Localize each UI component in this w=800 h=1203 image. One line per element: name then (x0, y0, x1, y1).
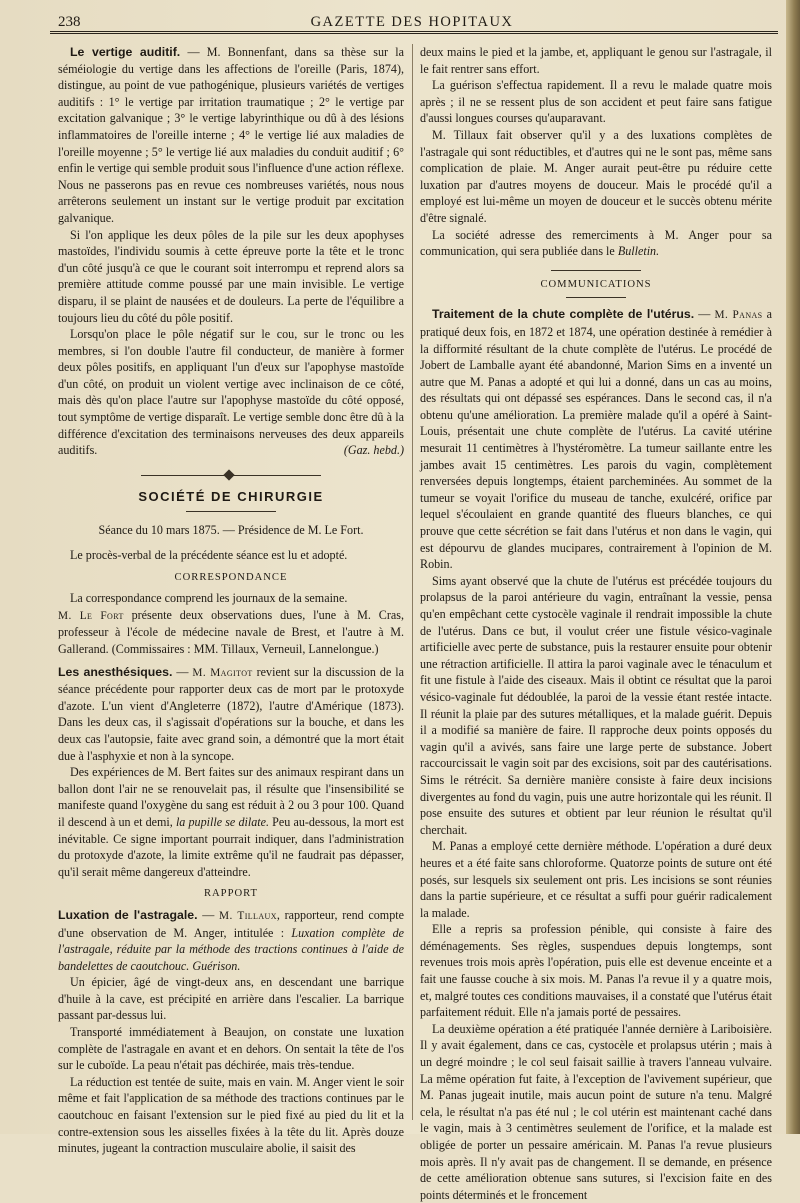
divider (551, 270, 641, 271)
paragraph: deux mains le pied et la jambe, et, appliquant le genou sur l'astragale, il le fait rentrer sans effort. (420, 45, 772, 76)
paragraph: Transporté immédiatement à Beaujon, on constate une luxation complète de l'astragale en avant et en dehors. On sentait la tête de l'os sur le cuboïde. La peau n'était pas déchirée, mais très-tendue. (58, 1025, 404, 1073)
speaker-name: M. Le Fort (58, 609, 124, 622)
running-title: GAZETTE DES HOPITAUX (310, 14, 514, 30)
paragraph: M. Le Fort présente deux observations dues, l'une à M. Cras, professeur à l'école de médecine navale de Brest, et l'autre à M. Gallerand. (Commissaires : MM. Tillaux, Verneuil, Lannelongue.) (58, 607, 404, 656)
paragraph: La réduction est tentée de suite, mais en vain. M. Anger vient le soir même et fait l'application de sa méthode des tractions continues par le caoutchouc en faisant l'extension sur le pied fixé au pied du lit et la contre-extension sous les aisselles fixées à la tête du lit. Après douze minutes, jugeant la contraction musculaire abolie, il saisit des (58, 1074, 404, 1156)
section-rule (186, 511, 276, 512)
article-title: Les anesthésiques. (58, 664, 173, 679)
paragraph: La guérison s'effectua rapidement. Il a revu le malade quatre mois après ; il ne se ressent plus de son accident et peut faire sans fatigue d'aussi longues courses qu'auparavant. (420, 78, 772, 126)
page-header (48, 10, 776, 32)
proces-verbal: Le procès-verbal de la précédente séance est lu et adopté. (70, 548, 348, 563)
page-number: 238 (58, 14, 81, 30)
section-title: SOCIÉTÉ DE CHIRURGIE (138, 488, 324, 504)
observation-title: Luxation complète de l'astragale, réduite par la méthode des tractions continues à l'aide de bandelettes de caoutchouc. Guérison. (58, 925, 404, 973)
paragraph: La société adresse des remerciments à M. Anger pour sa communication, qui sera publiée dans le Bulletin. (420, 227, 772, 259)
subsection-title: RAPPORT (203, 888, 259, 900)
article-luxation: Luxation de l'astragale. — M. Tillaux, rapporteur, rend compte d'une observation de M. Anger, intitulée : Luxation complète de l'astragale, réduite par la méthode des tractions continues à l'aide de bandelettes de caoutchouc. Guérison. (58, 907, 404, 973)
left-column (58, 44, 404, 1157)
paragraph: M. Tillaux fait observer qu'il y a des luxations complètes de l'astragale qui sont réductibles, et d'autres qui ne le sont pas, même sans complication de plaie. M. Anger aurait peut-être pu réduire cette luxation par d'autres moyens de douceur. Mais le procédé qu'il a employé est lui-même un moyen de douceur et le succès obtenu mérite d'être signalé. (420, 127, 772, 225)
article-title: Le vertige auditif. (70, 45, 181, 59)
article-anesthesiques: Les anesthésiques. — M. Magitot revient sur la discussion de la séance précédente pour rapporter deux cas de mort par le protoxyde d'azote. L'un vient d'Angleterre (1872), l'autre d'Amérique (1873). Dans les deux cas, il s'agissait d'opérations sur la bouche, et dans les deux cas l'autopsie, faite avec grand soin, a démontré que la mort était due à l'asphyxie et non à la syncope. (58, 664, 405, 763)
paragraph: Lorsqu'on place le pôle négatif sur le cou, sur le tronc ou les membres, si l'on double l'autre fil conducteur, de manière à former deux pôles positifs, en appliquant l'un d'eux sur l'apophyse mastoïde d'un côté, on produit un violent vertige avec inclinaison de ce côté, mais dès qu'on place l'autre sur l'apophyse mastoïde du côté opposé, tout symptôme de vertige disparaît. Le vertige semble donc être dû à la différence d'excitation des terminaisons nerveuses des deux appareils auditifs. (Gaz. hebd.) (58, 327, 404, 458)
right-column (420, 44, 772, 1203)
header-rule (50, 31, 778, 37)
article-uterus: Traitement de la chute complète de l'utérus. — M. Panas a pratiqué deux fois, en 1872 et 1874, une opération destinée à remédier à la difformité résultant de la chute complète de l'utérus. Le procédé de Jobert de Lamballe ayant été abandonné, Marion Sims en a inventé un autre que M. Panas a adopté et qui lui a donné, dans un cas au moins, des résultats qui ont dépassé ses espérances. Dans le second cas, il n'a obtenu qu'une amélioration. La première malade qu'il a opéré à Saint-Louis, présentait une chute complète de l'utérus. La cavité utérine mesurait 11 centimètres à l'hystéromètre. La tumeur saillante entre les jambes avait 15 centimètres. Les parois du vagin, complètement renversées depuis longtemps, étaient parcheminées. Au sommet de la tumeur se voyait l'orifice du museau de tanche, exulcéré, orifice par lequel s'écoulaient en grande quantité des flueurs blanches, ce qui prouve que cette sécrétion se fait dans l'utérus et non dans le vagin, qui est dépourvu de glandes mucipares, contrairement à l'opinion de M. Robin. (420, 307, 772, 572)
speaker-name: M. Panas (714, 309, 763, 322)
subsection-title: CORRESPONDANCE (174, 571, 288, 583)
article-title: Traitement de la chute complète de l'utérus. (432, 307, 695, 322)
article-vertige: Le vertige auditif. — M. Bonnenfant, dans sa thèse sur la séméiologie du vertige dans les affections de l'oreille (Paris, 1874), distingue, au point de vue pathogénique, plusieurs variétés de vertiges auditifs : 1° le vertige par irritation traumatique ; 2° le vertige par excitation galvanique ; 3° le vertige labyrinthique ou dû à des lésions inflammatoires de l'oreille interne ; 4° le vertige lié aux maladies de l'oreille moyenne ; 5° le vertige lié aux maladies du conduit auditif ; 6° enfin le vertige qui semble produit sous l'influence d'une action réflexe. Nous ne passerons pas en revue ces nombreuses variétés, nous nous arrêterons seulement un instant sur le vertige produit par excitation galvanique. (58, 45, 405, 225)
paragraph: Des expériences de M. Bert faites sur des animaux respirant dans un ballon dont l'air ne se renouvelait pas, il résulte que l'insensibilité se manifeste quand l'oxygène du sang est réduit à 2 ou 3 pour 100. Quand il descend à un et demi, la pupille se dilate. Peu au-dessous, la mort est inévitable. Ce signe important pourrait indiquer, dans l'administration du protoxyde d'azote, la limite extrême qu'il ne faudrait pas dépasser, qu'il serait même dangereux d'atteindre. (58, 765, 404, 879)
paragraph: Un épicier, âgé de vingt-deux ans, en descendant une barrique d'huile à la cave, est précipité en arrière dans l'escalier. La barrique passant par-dessus lui. (58, 975, 404, 1023)
source-citation: (Gaz. hebd.) (343, 443, 404, 458)
seance-line: Séance du 10 mars 1875. — Présidence de M. Le Fort. (98, 523, 364, 538)
speaker-name: M. Magitot (192, 666, 253, 679)
paragraph: M. Panas a employé cette dernière méthode. L'opération a duré deux heures et a été faite sans chloroforme. Quatorze points de suture ont été posés, sur lesquels six seulement ont pris. Les incisions se sont réunies dans la partie supérieure, et ce résultat a suffi pour guérir radicalement la malade. (420, 839, 772, 920)
paragraph: Sims ayant observé que la chute de l'utérus est précédée toujours du prolapsus de la paroi antérieure du vagin, entraînant la vessie, pensa qu'en empêchant cette cystocèle vaginale il rendrait impossible la chute de l'utérus. Dans ce but, il voulut créer une fistule vésico-vaginale artificielle avec perte de substance, puis la restaurer ensuite pour obtenir une rétraction artificielle. Il attira la paroi vaginale avec le ténaculum et fit une fistule à l'aide des ciseaux. Mais il obtint ce résultat que la paroi vésico-vaginale fut dédoublée, la paroi de la vessie étant restée intacte. Il réunit la plaie par des sutures métalliques, et la malade guérit. Depuis il a modifié sa manière de faire. Il rapproche deux points opposés du vagin qu'il a avivés, sans faire une large perte de substance. Jobert raccourcissait le vagin soit par des excisions, soit par des cautérisations. Sims le rétrécit. Sa dernière manière consiste à faire deux incisions divergentes au fond du vagin, puis une autre horizontale qui les réunit. Il pose ensuite des sutures et obtient par leur réunion le résultat qu'il cherchait. (420, 573, 772, 837)
column-divider (412, 44, 413, 1120)
paragraph: Si l'on applique les deux pôles de la pile sur les deux apophyses mastoïdes, l'individu soumis à cette épreuve porte la tête et le tronc d'un côté jusqu'à ce que le courant soit interrompu et reprend alors sa première attitude comme poussé par une main invisible. Le vertige disparu, il se plaint de nausées et de douleurs. La perte de l'équilibre a toujours lieu du côté du pôle positif. (58, 227, 404, 325)
paragraph: Elle a repris sa profession pénible, qui consiste à faire des déménagements. Ses règles, suspendues depuis longtemps, sont revenues trois mois après l'opération, puis elle est devenue enceinte et a fait une fausse couche à six mois. M. Panas l'a revue il y a quatre mois, et, malgré toutes ces conditions mauvaises, il a constaté que l'utérus était parfaitement réduit. Elle n'a jamais porté de pessaires. (420, 922, 772, 1020)
paragraph: La deuxième opération a été pratiquée l'année dernière à Lariboisière. Il y avait également, dans ce cas, cystocèle et prolapsus utérin ; mais à un degré moindre ; le col seul faisait saillie à travers l'anneau vulvaire. La même opération fut faite, à l'exception de l'avivement supérieur, que M. Panas jugeait inutile, mais aucun point de suture n'a tenu. Malgré cela, le résultat n'a pas été nul ; le col utérin est maintenant caché dans le vagin, mais à 3 centimètres seulement de l'orifice, et la malade est obligée de porter un pessaire américain. M. Panas l'a revue plusieurs mois après. Il n'y avait pas de changement. Il se demande, en présence de cette amélioration obtenue sans sutures, si l'excision faite en des points déterminés et le froncement (420, 1021, 772, 1202)
speaker-name: M. Tillaux (219, 909, 277, 922)
article-title: Luxation de l'astragale. (58, 907, 198, 922)
subsection-title: COMMUNICATIONS (540, 278, 652, 290)
page-edge (786, 0, 800, 1134)
paragraph: La correspondance comprend les journaux de la semaine. (70, 591, 348, 606)
divider (566, 297, 626, 298)
ornament-divider (141, 469, 321, 481)
